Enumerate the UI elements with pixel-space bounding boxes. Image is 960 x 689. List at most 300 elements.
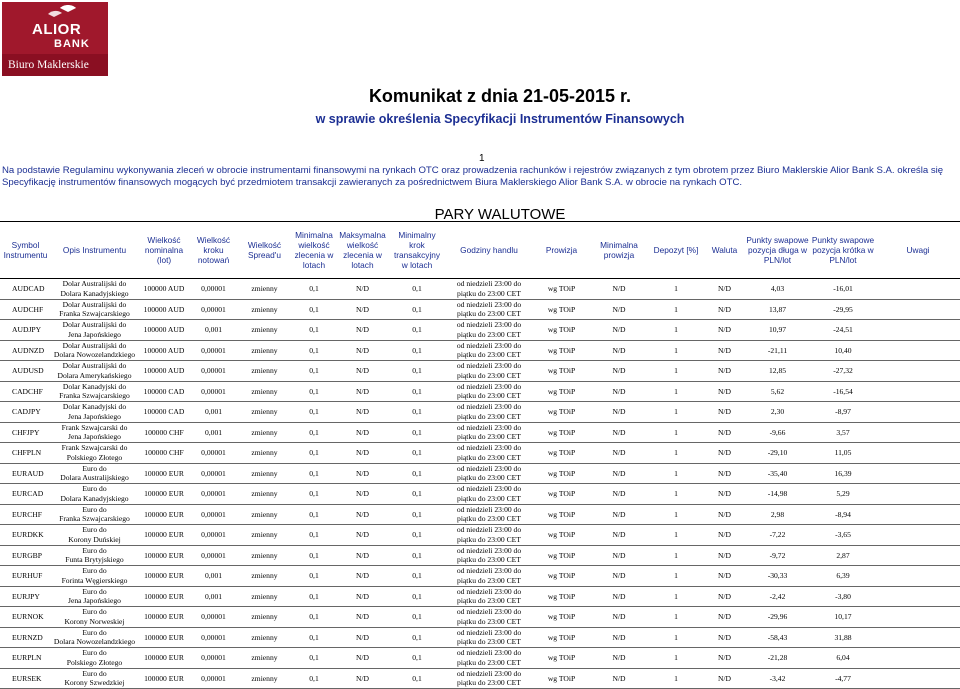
table-cell: -9,72 bbox=[745, 545, 810, 566]
table-cell bbox=[876, 361, 960, 382]
column-header: Waluta bbox=[704, 222, 745, 279]
table-cell: Euro do Forinta Węgierskiego bbox=[51, 566, 138, 587]
table-cell: 0,00001 bbox=[190, 484, 237, 505]
table-cell: N/D bbox=[336, 443, 389, 464]
table-cell: N/D bbox=[590, 586, 648, 607]
table-cell: zmienny bbox=[237, 279, 292, 300]
table-cell: 0,1 bbox=[389, 627, 445, 648]
instruments-table bbox=[0, 221, 960, 689]
table-cell: N/D bbox=[590, 402, 648, 423]
table-cell: wg TOiP bbox=[533, 627, 590, 648]
table-cell: -2,42 bbox=[745, 586, 810, 607]
table-cell: zmienny bbox=[237, 504, 292, 525]
table-cell: od niedzieli 23:00 do piątku do 23:00 CET bbox=[445, 320, 533, 341]
table-cell bbox=[876, 627, 960, 648]
table-cell: wg TOiP bbox=[533, 320, 590, 341]
table-cell: 6,39 bbox=[810, 566, 876, 587]
table-cell: 0,1 bbox=[292, 340, 336, 361]
table-cell bbox=[876, 320, 960, 341]
table-cell: N/D bbox=[704, 463, 745, 484]
table-cell: -4,77 bbox=[810, 668, 876, 689]
table-cell: N/D bbox=[336, 648, 389, 669]
table-cell: N/D bbox=[336, 525, 389, 546]
table-cell: Frank Szwajcarski do Polskiego Złotego bbox=[51, 443, 138, 464]
table-cell: N/D bbox=[336, 668, 389, 689]
table-cell: N/D bbox=[336, 586, 389, 607]
table-cell: 0,1 bbox=[292, 402, 336, 423]
table-cell: N/D bbox=[704, 361, 745, 382]
table-cell: N/D bbox=[336, 340, 389, 361]
table-cell: 5,29 bbox=[810, 484, 876, 505]
table-cell: CHFPLN bbox=[0, 443, 51, 464]
table-cell: Euro do Polskiego Złotego bbox=[51, 648, 138, 669]
column-header: Symbol Instrumentu bbox=[0, 222, 51, 279]
table-cell: 0,1 bbox=[292, 443, 336, 464]
table-cell: 0,1 bbox=[292, 320, 336, 341]
table-cell bbox=[876, 648, 960, 669]
table-cell: od niedzieli 23:00 do piątku do 23:00 CET bbox=[445, 566, 533, 587]
table-row bbox=[0, 504, 960, 525]
table-cell: N/D bbox=[590, 484, 648, 505]
table-cell: 0,1 bbox=[389, 422, 445, 443]
table-row bbox=[0, 607, 960, 628]
column-header: Wielkość kroku notowań bbox=[190, 222, 237, 279]
table-cell: 0,1 bbox=[292, 381, 336, 402]
alior-bank-logo bbox=[2, 2, 108, 76]
table-cell: EURNZD bbox=[0, 627, 51, 648]
table-cell: od niedzieli 23:00 do piątku do 23:00 CET bbox=[445, 607, 533, 628]
table-cell: N/D bbox=[704, 607, 745, 628]
table-cell: N/D bbox=[336, 381, 389, 402]
table-cell: 0,00001 bbox=[190, 648, 237, 669]
table-cell: 0,1 bbox=[389, 525, 445, 546]
table-cell: 0,001 bbox=[190, 320, 237, 341]
table-cell: 100000 CHF bbox=[138, 443, 190, 464]
table-cell: Euro do Funta Brytyjskiego bbox=[51, 545, 138, 566]
table-cell: N/D bbox=[336, 545, 389, 566]
table-cell: N/D bbox=[590, 381, 648, 402]
table-cell: CHFJPY bbox=[0, 422, 51, 443]
table-cell: 100000 EUR bbox=[138, 504, 190, 525]
table-cell: zmienny bbox=[237, 607, 292, 628]
table-cell: zmienny bbox=[237, 648, 292, 669]
table-row bbox=[0, 627, 960, 648]
table-cell: wg TOiP bbox=[533, 525, 590, 546]
table-cell: N/D bbox=[704, 668, 745, 689]
table-cell: wg TOiP bbox=[533, 402, 590, 423]
table-cell: 1 bbox=[648, 443, 704, 464]
table-cell bbox=[876, 566, 960, 587]
table-cell: N/D bbox=[704, 422, 745, 443]
table-cell: 0,00001 bbox=[190, 443, 237, 464]
table-cell: N/D bbox=[704, 586, 745, 607]
logo-bank: BANK bbox=[54, 38, 90, 50]
table-cell: 11,05 bbox=[810, 443, 876, 464]
table-cell: 0,00001 bbox=[190, 279, 237, 300]
table-cell: -16,54 bbox=[810, 381, 876, 402]
table-cell: 0,1 bbox=[389, 668, 445, 689]
table-cell: -3,42 bbox=[745, 668, 810, 689]
table-cell: N/D bbox=[590, 504, 648, 525]
table-cell: AUDUSD bbox=[0, 361, 51, 382]
table-cell: 100000 EUR bbox=[138, 586, 190, 607]
table-cell: EURDKK bbox=[0, 525, 51, 546]
table-cell: zmienny bbox=[237, 586, 292, 607]
table-cell: 2,87 bbox=[810, 545, 876, 566]
table-cell: Dolar Kanadyjski do Jena Japońskiego bbox=[51, 402, 138, 423]
table-cell: 0,1 bbox=[389, 504, 445, 525]
table-cell: wg TOiP bbox=[533, 586, 590, 607]
column-header: Wielkość nominalna (lot) bbox=[138, 222, 190, 279]
table-cell: Euro do Franka Szwajcarskiego bbox=[51, 504, 138, 525]
table-cell: N/D bbox=[590, 545, 648, 566]
table-cell: N/D bbox=[704, 340, 745, 361]
column-header: Minimalna prowizja bbox=[590, 222, 648, 279]
table-cell: zmienny bbox=[237, 525, 292, 546]
table-cell: 100000 EUR bbox=[138, 566, 190, 587]
table-cell: 0,1 bbox=[292, 484, 336, 505]
table-cell: 1 bbox=[648, 627, 704, 648]
table-cell: 0,1 bbox=[389, 320, 445, 341]
table-row bbox=[0, 668, 960, 689]
table-cell: -21,28 bbox=[745, 648, 810, 669]
table-cell: 3,57 bbox=[810, 422, 876, 443]
table-cell: 0,1 bbox=[389, 566, 445, 587]
table-cell: 1 bbox=[648, 566, 704, 587]
table-cell bbox=[876, 422, 960, 443]
table-cell: Dolar Kanadyjski do Franka Szwajcarskiego bbox=[51, 381, 138, 402]
table-cell: N/D bbox=[704, 504, 745, 525]
table-cell: Euro do Korony Norweskiej bbox=[51, 607, 138, 628]
table-row bbox=[0, 340, 960, 361]
table-cell: N/D bbox=[336, 320, 389, 341]
table-cell: AUDCHF bbox=[0, 299, 51, 320]
table-cell: 0,1 bbox=[292, 586, 336, 607]
table-cell: 100000 AUD bbox=[138, 340, 190, 361]
table-cell: -30,33 bbox=[745, 566, 810, 587]
table-cell: wg TOiP bbox=[533, 443, 590, 464]
table-cell: N/D bbox=[590, 668, 648, 689]
table-cell: 0,1 bbox=[389, 340, 445, 361]
column-header: Opis Instrumentu bbox=[51, 222, 138, 279]
table-row bbox=[0, 545, 960, 566]
table-row bbox=[0, 361, 960, 382]
table-cell: N/D bbox=[590, 422, 648, 443]
table-cell: N/D bbox=[336, 361, 389, 382]
table-cell: Euro do Dolara Australijskiego bbox=[51, 463, 138, 484]
table-cell bbox=[876, 299, 960, 320]
table-cell: N/D bbox=[590, 463, 648, 484]
table-cell: N/D bbox=[336, 463, 389, 484]
table-cell: 1 bbox=[648, 463, 704, 484]
table-cell: 1 bbox=[648, 586, 704, 607]
table-cell: 0,00001 bbox=[190, 668, 237, 689]
table-row bbox=[0, 484, 960, 505]
table-cell: wg TOiP bbox=[533, 607, 590, 628]
table-cell: zmienny bbox=[237, 299, 292, 320]
table-cell: N/D bbox=[704, 525, 745, 546]
table-cell: 1 bbox=[648, 484, 704, 505]
table-cell: wg TOiP bbox=[533, 648, 590, 669]
table-cell: 0,00001 bbox=[190, 525, 237, 546]
table-cell: N/D bbox=[336, 299, 389, 320]
table-cell: -3,80 bbox=[810, 586, 876, 607]
logo-subtitle: Biuro Maklerskie bbox=[8, 59, 89, 71]
table-cell: 0,1 bbox=[292, 607, 336, 628]
table-cell bbox=[876, 463, 960, 484]
table-cell bbox=[876, 402, 960, 423]
table-cell: od niedzieli 23:00 do piątku do 23:00 CET bbox=[445, 668, 533, 689]
table-cell: Dolar Australijski do Franka Szwajcarskiego bbox=[51, 299, 138, 320]
table-cell: N/D bbox=[336, 607, 389, 628]
table-cell: od niedzieli 23:00 do piątku do 23:00 CET bbox=[445, 381, 533, 402]
table-cell: EURCHF bbox=[0, 504, 51, 525]
table-cell: zmienny bbox=[237, 320, 292, 341]
table-cell: od niedzieli 23:00 do piątku do 23:00 CET bbox=[445, 627, 533, 648]
table-cell: 0,1 bbox=[389, 484, 445, 505]
table-cell: -16,01 bbox=[810, 279, 876, 300]
table-cell: wg TOiP bbox=[533, 668, 590, 689]
table-cell: 0,1 bbox=[389, 545, 445, 566]
table-cell: N/D bbox=[704, 648, 745, 669]
column-header: Minimalna wielkość zlecenia w lotach bbox=[292, 222, 336, 279]
table-cell: AUDNZD bbox=[0, 340, 51, 361]
table-cell: EURSEK bbox=[0, 668, 51, 689]
table-cell: N/D bbox=[590, 627, 648, 648]
column-header: Punkty swapowe pozycja krótka w PLN/lot bbox=[810, 222, 876, 279]
table-cell: od niedzieli 23:00 do piątku do 23:00 CET bbox=[445, 299, 533, 320]
table-cell: 0,00001 bbox=[190, 299, 237, 320]
table-cell: 0,1 bbox=[389, 607, 445, 628]
table-cell: 0,1 bbox=[389, 463, 445, 484]
table-cell: EURAUD bbox=[0, 463, 51, 484]
table-cell: zmienny bbox=[237, 627, 292, 648]
table-cell: EURHUF bbox=[0, 566, 51, 587]
table-cell: 0,001 bbox=[190, 566, 237, 587]
table-row bbox=[0, 381, 960, 402]
table-cell: 0,1 bbox=[389, 402, 445, 423]
column-header: Punkty swapowe pozycja długa w PLN/lot bbox=[745, 222, 810, 279]
table-cell: 100000 CAD bbox=[138, 381, 190, 402]
table-cell: od niedzieli 23:00 do piątku do 23:00 CET bbox=[445, 443, 533, 464]
table-cell bbox=[876, 668, 960, 689]
table-cell: CADCHF bbox=[0, 381, 51, 402]
table-cell: 0,00001 bbox=[190, 463, 237, 484]
table-cell: 0,1 bbox=[292, 463, 336, 484]
column-header: Depozyt [%] bbox=[648, 222, 704, 279]
table-cell: N/D bbox=[704, 484, 745, 505]
table-cell: wg TOiP bbox=[533, 361, 590, 382]
table-cell: -24,51 bbox=[810, 320, 876, 341]
table-cell: zmienny bbox=[237, 340, 292, 361]
table-cell: 0,00001 bbox=[190, 607, 237, 628]
table-cell: wg TOiP bbox=[533, 463, 590, 484]
table-cell: N/D bbox=[590, 340, 648, 361]
table-cell: 1 bbox=[648, 525, 704, 546]
document-title: Komunikat z dnia 21-05-2015 r. bbox=[368, 86, 632, 106]
table-cell: 1 bbox=[648, 320, 704, 341]
table-cell: N/D bbox=[704, 402, 745, 423]
table-cell: EURPLN bbox=[0, 648, 51, 669]
table-cell: N/D bbox=[336, 402, 389, 423]
table-cell: 0,1 bbox=[292, 504, 336, 525]
table-cell bbox=[876, 340, 960, 361]
table-cell: wg TOiP bbox=[533, 545, 590, 566]
table-cell: zmienny bbox=[237, 545, 292, 566]
table-cell: od niedzieli 23:00 do piątku do 23:00 CET bbox=[445, 484, 533, 505]
table-cell: 0,001 bbox=[190, 402, 237, 423]
intro-paragraph: Na podstawie Regulaminu wykonywania zleceń w obrocie instrumentami finansowymi na rynkach OTC oraz prowadzenia rachunków i rejestrów związanych z tym obrotem przez Biuro Maklerskie Alior Bank S.A. określa się Specyfikację instrumentów finansowych mogących być przedmiotem transakcji zawieranych za pośrednictwem Biura Maklerskiego Alior Bank S.A. w obrocie na rynkach OTC. bbox=[2, 165, 944, 188]
table-cell: 100000 EUR bbox=[138, 484, 190, 505]
table-cell: 100000 AUD bbox=[138, 279, 190, 300]
table-cell: 5,62 bbox=[745, 381, 810, 402]
column-header: Godziny handlu bbox=[445, 222, 533, 279]
table-cell: wg TOiP bbox=[533, 566, 590, 587]
table-cell: 0,1 bbox=[292, 566, 336, 587]
table-cell: 1 bbox=[648, 607, 704, 628]
table-cell: 100000 EUR bbox=[138, 627, 190, 648]
table-cell: 0,00001 bbox=[190, 340, 237, 361]
table-cell: N/D bbox=[336, 627, 389, 648]
table-cell: 0,00001 bbox=[190, 627, 237, 648]
table-cell: 1 bbox=[648, 361, 704, 382]
table-cell: -29,96 bbox=[745, 607, 810, 628]
table-cell: N/D bbox=[336, 422, 389, 443]
table-cell: -21,11 bbox=[745, 340, 810, 361]
table-cell: EURCAD bbox=[0, 484, 51, 505]
table-cell: 0,1 bbox=[292, 648, 336, 669]
table-cell: N/D bbox=[704, 381, 745, 402]
table-cell: zmienny bbox=[237, 381, 292, 402]
table-cell: 12,85 bbox=[745, 361, 810, 382]
column-header: Prowizja bbox=[533, 222, 590, 279]
table-cell: -9,66 bbox=[745, 422, 810, 443]
table-cell: od niedzieli 23:00 do piątku do 23:00 CET bbox=[445, 648, 533, 669]
table-cell: 0,1 bbox=[292, 525, 336, 546]
table-cell: 2,30 bbox=[745, 402, 810, 423]
table-cell: 0,1 bbox=[292, 668, 336, 689]
table-cell: N/D bbox=[704, 279, 745, 300]
table-cell bbox=[876, 504, 960, 525]
table-cell: zmienny bbox=[237, 668, 292, 689]
table-cell: wg TOiP bbox=[533, 279, 590, 300]
table-cell bbox=[876, 607, 960, 628]
table-cell: EURJPY bbox=[0, 586, 51, 607]
table-cell: 10,97 bbox=[745, 320, 810, 341]
table-cell: 0,1 bbox=[389, 648, 445, 669]
table-cell: od niedzieli 23:00 do piątku do 23:00 CET bbox=[445, 279, 533, 300]
table-cell: 1 bbox=[648, 381, 704, 402]
table-cell: od niedzieli 23:00 do piątku do 23:00 CET bbox=[445, 545, 533, 566]
table-cell: wg TOiP bbox=[533, 504, 590, 525]
table-cell bbox=[876, 443, 960, 464]
table-cell: 1 bbox=[648, 340, 704, 361]
table-cell: N/D bbox=[336, 279, 389, 300]
table-cell: -27,32 bbox=[810, 361, 876, 382]
table-cell: 100000 AUD bbox=[138, 299, 190, 320]
table-cell: 0,00001 bbox=[190, 504, 237, 525]
table-cell: 0,1 bbox=[389, 586, 445, 607]
table-cell: Euro do Dolara Kanadyjskiego bbox=[51, 484, 138, 505]
table-cell: 0,1 bbox=[389, 361, 445, 382]
table-cell: 100000 EUR bbox=[138, 545, 190, 566]
logo-name: ALIOR bbox=[32, 21, 82, 38]
table-cell: 1 bbox=[648, 422, 704, 443]
table-cell: od niedzieli 23:00 do piątku do 23:00 CET bbox=[445, 340, 533, 361]
table-cell bbox=[876, 545, 960, 566]
page-number: 1 bbox=[479, 153, 485, 164]
table-cell: 10,40 bbox=[810, 340, 876, 361]
table-cell: 100000 EUR bbox=[138, 525, 190, 546]
table-cell: od niedzieli 23:00 do piątku do 23:00 CET bbox=[445, 463, 533, 484]
table-cell: 100000 CHF bbox=[138, 422, 190, 443]
table-cell: 100000 CAD bbox=[138, 402, 190, 423]
table-cell: 0,1 bbox=[389, 299, 445, 320]
table-cell: 1 bbox=[648, 279, 704, 300]
table-cell: wg TOiP bbox=[533, 299, 590, 320]
table-cell: wg TOiP bbox=[533, 340, 590, 361]
table-row bbox=[0, 525, 960, 546]
table-cell: zmienny bbox=[237, 422, 292, 443]
table-cell: N/D bbox=[590, 607, 648, 628]
table-cell: 1 bbox=[648, 504, 704, 525]
table-cell: N/D bbox=[704, 545, 745, 566]
table-cell: 0,001 bbox=[190, 422, 237, 443]
table-cell: N/D bbox=[590, 299, 648, 320]
table-cell bbox=[876, 381, 960, 402]
table-cell: 1 bbox=[648, 402, 704, 423]
table-cell: 10,17 bbox=[810, 607, 876, 628]
table-cell: -7,22 bbox=[745, 525, 810, 546]
table-cell: N/D bbox=[590, 525, 648, 546]
table-cell: od niedzieli 23:00 do piątku do 23:00 CET bbox=[445, 361, 533, 382]
table-cell: 31,88 bbox=[810, 627, 876, 648]
table-cell: 0,1 bbox=[389, 381, 445, 402]
table-cell bbox=[876, 586, 960, 607]
table-cell: 1 bbox=[648, 668, 704, 689]
table-cell: od niedzieli 23:00 do piątku do 23:00 CET bbox=[445, 504, 533, 525]
table-cell: 0,1 bbox=[389, 279, 445, 300]
table-cell: -3,65 bbox=[810, 525, 876, 546]
table-cell bbox=[876, 484, 960, 505]
table-cell: Dolar Australijski do Dolara Nowozelandzkiego bbox=[51, 340, 138, 361]
table-cell: N/D bbox=[590, 320, 648, 341]
table-row bbox=[0, 463, 960, 484]
table-row bbox=[0, 299, 960, 320]
table-cell: od niedzieli 23:00 do piątku do 23:00 CET bbox=[445, 402, 533, 423]
table-cell: -29,10 bbox=[745, 443, 810, 464]
table-cell: N/D bbox=[336, 504, 389, 525]
table-row bbox=[0, 648, 960, 669]
table-cell: 0,1 bbox=[292, 361, 336, 382]
table-row bbox=[0, 320, 960, 341]
table-cell: N/D bbox=[336, 566, 389, 587]
table-cell: 0,1 bbox=[292, 627, 336, 648]
table-cell: -8,97 bbox=[810, 402, 876, 423]
column-header: Uwagi bbox=[876, 222, 960, 279]
table-cell: 100000 EUR bbox=[138, 668, 190, 689]
table-cell: -14,98 bbox=[745, 484, 810, 505]
table-cell: od niedzieli 23:00 do piątku do 23:00 CET bbox=[445, 422, 533, 443]
table-row bbox=[0, 566, 960, 587]
table-header-row bbox=[0, 222, 960, 279]
column-header: Wielkość Spread'u bbox=[237, 222, 292, 279]
table-cell: 1 bbox=[648, 299, 704, 320]
table-cell: N/D bbox=[704, 443, 745, 464]
table-cell: 0,1 bbox=[292, 279, 336, 300]
table-cell: 6,04 bbox=[810, 648, 876, 669]
column-header: Minimalny krok transakcyjny w lotach bbox=[389, 222, 445, 279]
